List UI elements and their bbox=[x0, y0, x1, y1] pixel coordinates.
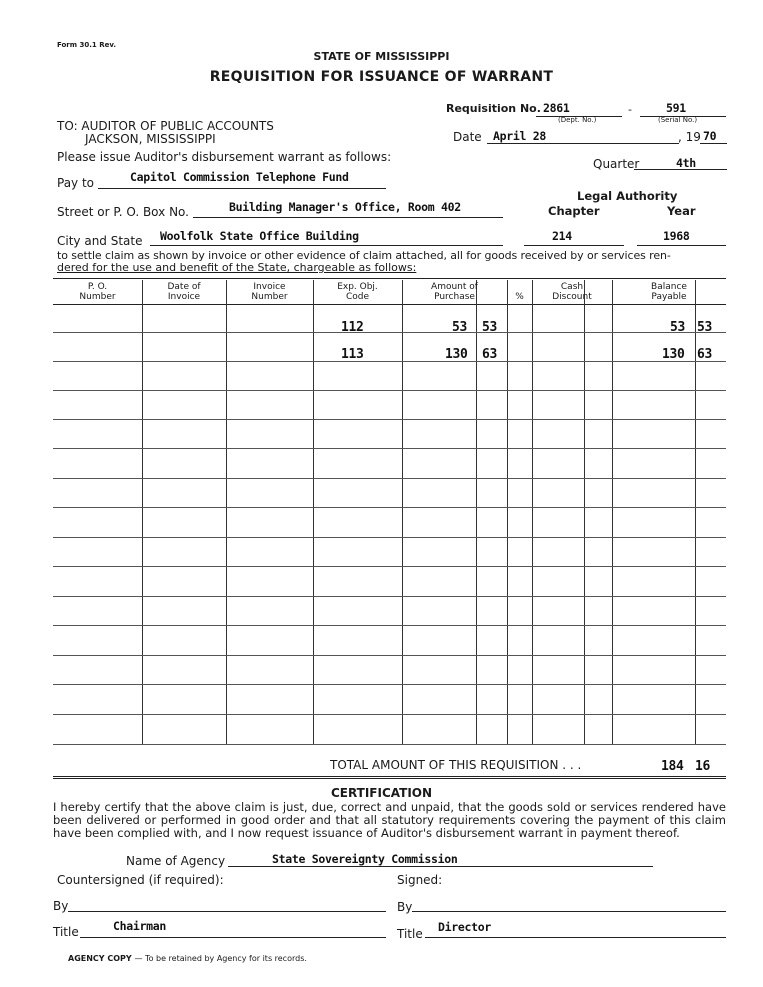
city-line bbox=[150, 245, 503, 246]
year-value: 1968 bbox=[663, 229, 690, 243]
header-amount bbox=[402, 282, 507, 302]
right-by-label: By bbox=[397, 900, 413, 914]
header-exp-line1: Exp. Obj. bbox=[337, 282, 378, 292]
requisition-dash: - bbox=[628, 103, 632, 116]
header-exp-line2: Code bbox=[345, 292, 370, 302]
row-line bbox=[53, 566, 726, 567]
header-date-line1: Date of bbox=[167, 282, 201, 292]
row-line bbox=[53, 596, 726, 597]
street-value: Building Manager's Office, Room 402 bbox=[229, 200, 461, 214]
col-divider bbox=[226, 280, 227, 745]
header-amount-line2: Purchase bbox=[434, 292, 475, 302]
quarter-value: 4th bbox=[676, 156, 696, 170]
header-balance-line2: Payable bbox=[651, 292, 687, 302]
row2-amount-cents: 63 bbox=[482, 347, 498, 362]
city-value: Woolfolk State Office Building bbox=[160, 229, 359, 243]
countersigned-label: Countersigned (if required): bbox=[57, 873, 224, 887]
row2-balance-cents: 63 bbox=[697, 347, 713, 362]
year-label: Year bbox=[667, 204, 696, 218]
row-line bbox=[53, 390, 726, 391]
footer-rest: — To be retained by Agency for its records. bbox=[134, 954, 307, 963]
settle-text-line1: to settle claim as shown by invoice or other evidence of claim attached, all for goods received by or services ren- bbox=[57, 249, 671, 262]
header-balance-line1: Balance bbox=[651, 282, 687, 292]
dept-no-value: 2861 bbox=[543, 101, 570, 115]
header-cash-discount bbox=[532, 282, 612, 302]
header-percent: % bbox=[515, 292, 524, 302]
right-by-line bbox=[412, 911, 726, 912]
row1-amount-cents: 53 bbox=[482, 320, 498, 335]
agency-label: Name of Agency bbox=[126, 854, 226, 868]
row-line bbox=[53, 478, 726, 479]
row-line bbox=[53, 655, 726, 656]
certification-text: I hereby certify that the above claim is just, due, correct and unpaid, that the goods sold or services rendered have been delivered or performed in good order and that all statutory requirements covering the payment of this claim have been complied with, and I now request issuance of Auditor's disbursement warrant in payment thereof. bbox=[53, 800, 726, 840]
row1-exp-code: 112 bbox=[341, 320, 364, 335]
requisition-label: Requisition No. bbox=[446, 102, 541, 115]
left-by-line bbox=[68, 911, 386, 912]
date-year-line bbox=[700, 143, 727, 144]
header-invoice bbox=[226, 282, 313, 302]
legal-authority-label: Legal Authority bbox=[577, 189, 678, 203]
dept-no-caption: (Dept. No.) bbox=[558, 116, 597, 124]
serial-no-caption: (Serial No.) bbox=[658, 116, 698, 124]
col-divider bbox=[532, 280, 533, 745]
total-dollars: 184 bbox=[661, 759, 684, 774]
date-value: April 28 bbox=[493, 129, 546, 143]
pay-to-label: Pay to bbox=[57, 176, 95, 190]
date-year-prefix: , 19 bbox=[678, 130, 701, 144]
form-number: Form 30.1 Rev. bbox=[57, 41, 116, 49]
row-line bbox=[53, 448, 726, 449]
total-cents: 16 bbox=[695, 759, 711, 774]
header-balance bbox=[612, 282, 726, 302]
certification-title: CERTIFICATION bbox=[330, 786, 433, 800]
claim-table bbox=[53, 278, 726, 779]
serial-no-value: 591 bbox=[666, 101, 686, 115]
state-heading: STATE OF MISSISSIPPI bbox=[313, 50, 450, 63]
row1-balance-dollars: 53 bbox=[670, 320, 686, 335]
row-line bbox=[53, 537, 726, 538]
date-label: Date bbox=[453, 130, 482, 144]
header-date bbox=[142, 282, 226, 302]
col-divider bbox=[142, 280, 143, 745]
header-po-line1: P. O. bbox=[87, 282, 108, 292]
right-title-label: Title bbox=[397, 927, 423, 941]
to-auditor-line: TO: AUDITOR OF PUBLIC ACCOUNTS bbox=[57, 119, 274, 133]
date-line bbox=[487, 143, 679, 144]
col-divider bbox=[612, 280, 613, 745]
signed-label: Signed: bbox=[397, 873, 443, 887]
row-line bbox=[53, 507, 726, 508]
row1-balance-cents: 53 bbox=[697, 320, 713, 335]
date-year-value: 70 bbox=[703, 129, 717, 143]
chapter-line bbox=[524, 245, 624, 246]
street-label: Street or P. O. Box No. bbox=[57, 205, 189, 219]
col-divider bbox=[584, 280, 585, 745]
form-title: REQUISITION FOR ISSUANCE OF WARRANT bbox=[209, 69, 554, 85]
quarter-label: Quarter bbox=[593, 157, 640, 171]
row2-exp-code: 113 bbox=[341, 347, 364, 362]
row2-balance-dollars: 130 bbox=[662, 347, 685, 362]
street-line bbox=[193, 217, 503, 218]
right-title-value: Director bbox=[438, 920, 491, 934]
footer-bold: AGENCY COPY bbox=[68, 954, 132, 963]
row1-amount-dollars: 53 bbox=[452, 320, 468, 335]
chapter-label: Chapter bbox=[548, 204, 600, 218]
row-line bbox=[53, 419, 726, 420]
header-date-line2: Invoice bbox=[167, 292, 201, 302]
total-label: TOTAL AMOUNT OF THIS REQUISITION . . . bbox=[330, 758, 582, 772]
city-label: City and State bbox=[57, 234, 143, 248]
agency-line bbox=[228, 866, 653, 867]
row-line bbox=[53, 744, 726, 745]
row-line bbox=[53, 332, 726, 333]
chapter-value: 214 bbox=[552, 229, 572, 243]
agency-value: State Sovereignty Commission bbox=[272, 852, 458, 866]
header-po bbox=[53, 282, 142, 302]
header-cash-line1: Cash bbox=[560, 282, 584, 292]
col-divider bbox=[402, 280, 403, 745]
to-jackson-line: JACKSON, MISSISSIPPI bbox=[85, 132, 216, 146]
col-divider bbox=[313, 280, 314, 745]
left-title-value: Chairman bbox=[113, 919, 166, 933]
left-title-line bbox=[80, 937, 386, 938]
header-po-line2: Number bbox=[79, 292, 116, 302]
please-issue-text: Please issue Auditor's disbursement warrant as follows: bbox=[57, 150, 392, 164]
header-invoice-line1: Invoice bbox=[253, 282, 286, 292]
left-title-label: Title bbox=[53, 925, 79, 939]
header-invoice-line2: Number bbox=[251, 292, 288, 302]
col-divider bbox=[695, 280, 696, 745]
left-by-label: By bbox=[53, 899, 69, 913]
header-cash-line2: Discount bbox=[552, 292, 592, 302]
right-title-line bbox=[425, 937, 726, 938]
year-line bbox=[637, 245, 726, 246]
col-divider bbox=[476, 280, 477, 745]
table-header-line bbox=[53, 304, 726, 305]
row-line bbox=[53, 714, 726, 715]
pay-to-value: Capitol Commission Telephone Fund bbox=[130, 170, 349, 184]
header-amount-line1: Amount of bbox=[431, 282, 478, 292]
col-divider bbox=[507, 280, 508, 745]
row-line bbox=[53, 625, 726, 626]
agency-copy-footer bbox=[68, 954, 307, 963]
row2-amount-dollars: 130 bbox=[445, 347, 468, 362]
row-line bbox=[53, 684, 726, 685]
pay-to-line bbox=[98, 188, 386, 189]
settle-text-line2: dered for the use and benefit of the State, chargeable as follows: bbox=[57, 261, 417, 274]
header-exp-code bbox=[313, 282, 402, 302]
row-line bbox=[53, 361, 726, 362]
